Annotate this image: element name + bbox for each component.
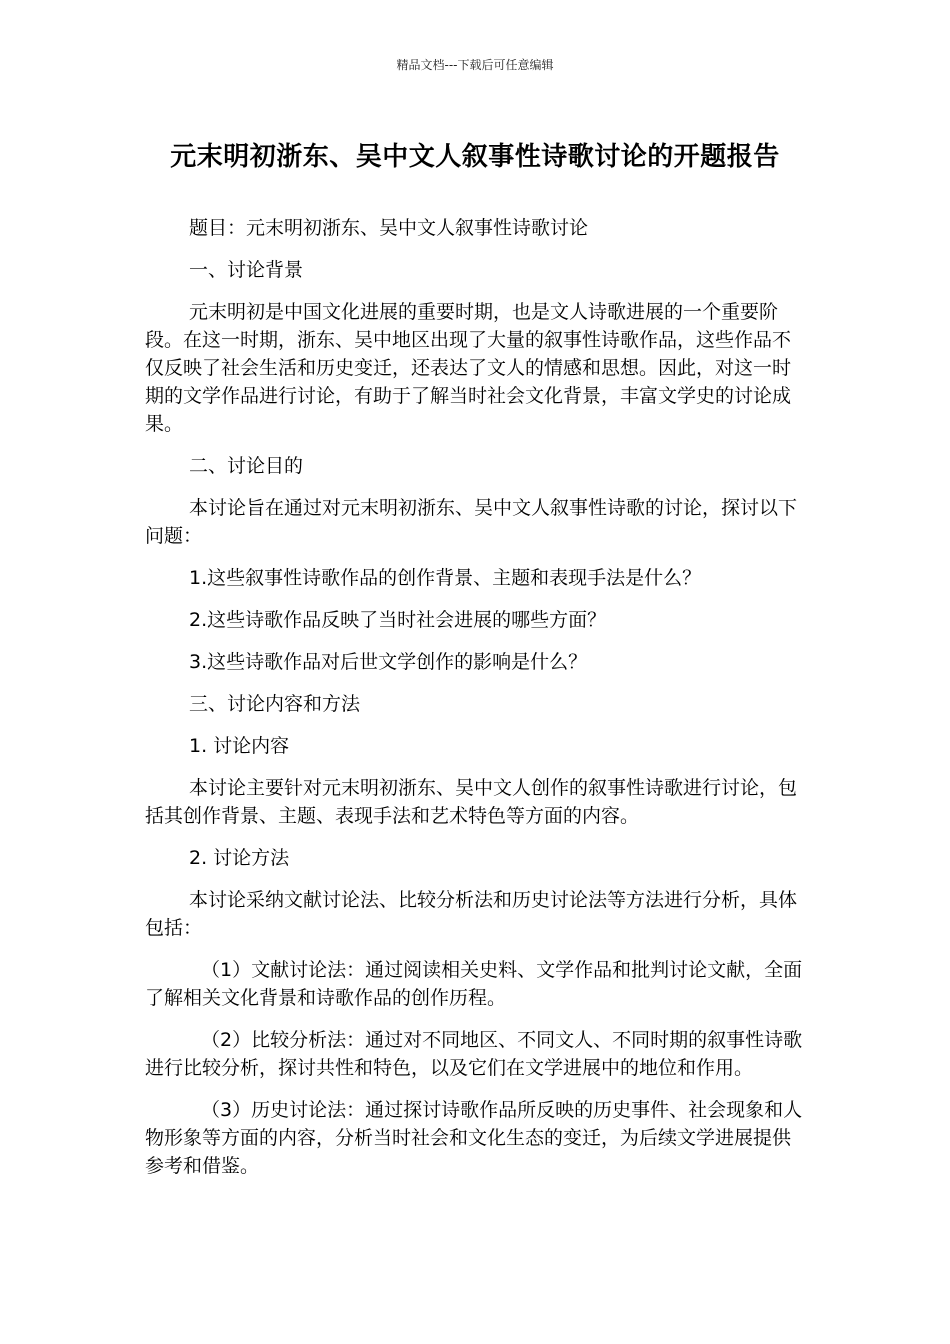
section-heading-purpose: 二、讨论目的 <box>189 455 304 477</box>
method-item: （2）比较分析法：通过对不同地区、不同文人、不同时期的叙事性诗歌进行比较分析，探讨共性和特色，以及它们在文学进展中的地位和作用。 <box>145 1029 803 1079</box>
page-watermark: 精品文档---下载后可任意编辑 <box>396 58 554 72</box>
method-item: （3）历史讨论法：通过探讨诗歌作品所反映的历史事件、社会现象和人物形象等方面的内容，分析当时社会和文化生态的变迁，为后续文学进展提供参考和借鉴。 <box>145 1099 803 1177</box>
subsection-paragraph-content: 本讨论主要针对元末明初浙东、吴中文人创作的叙事性诗歌进行讨论，包括其创作背景、主题、表现手法和艺术特色等方面的内容。 <box>145 777 798 827</box>
subsection-heading-method: 2. 讨论方法 <box>189 847 290 869</box>
method-item: （1）文献讨论法：通过阅读相关史料、文学作品和批判讨论文献，全面了解相关文化背景和诗歌作品的创作历程。 <box>145 959 803 1009</box>
subsection-heading-content: 1. 讨论内容 <box>189 735 290 757</box>
section-paragraph-background: 元末明初是中国文化进展的重要时期，也是文人诗歌进展的一个重要阶段。在这一时期，浙东、吴中地区出现了大量的叙事性诗歌作品，这些作品不仅反映了社会生活和历史变迁，还表达了文人的情感和思想。因此，对这一时期的文学作品进行讨论，有助于了解当时社会文化背景，丰富文学史的讨论成果。 <box>145 301 792 435</box>
topic-line: 题目：元末明初浙东、吴中文人叙事性诗歌讨论 <box>189 217 589 239</box>
document-title: 元末明初浙东、吴中文人叙事性诗歌讨论的开题报告 <box>170 142 780 172</box>
question-item: 2.这些诗歌作品反映了当时社会进展的哪些方面？ <box>189 609 607 631</box>
subsection-paragraph-method: 本讨论采纳文献讨论法、比较分析法和历史讨论法等方法进行分析，具体包括： <box>145 889 798 939</box>
section-paragraph-purpose: 本讨论旨在通过对元末明初浙东、吴中文人叙事性诗歌的讨论，探讨以下问题： <box>145 497 798 547</box>
document-body <box>145 214 805 1194</box>
section-heading-content-method: 三、讨论内容和方法 <box>189 693 361 715</box>
question-item: 1.这些叙事性诗歌作品的创作背景、主题和表现手法是什么？ <box>189 567 702 589</box>
section-heading-background: 一、讨论背景 <box>189 259 304 281</box>
question-item: 3.这些诗歌作品对后世文学创作的影响是什么？ <box>189 651 588 673</box>
